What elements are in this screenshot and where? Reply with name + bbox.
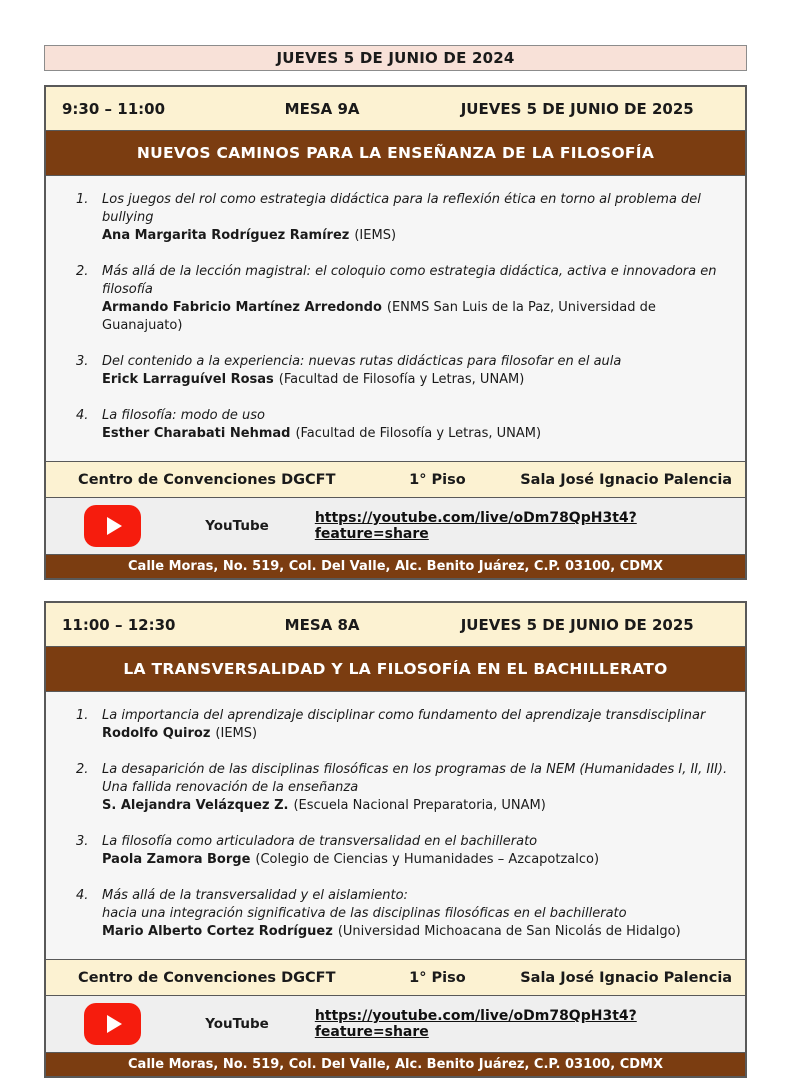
session-block-mesa-8a	[44, 601, 747, 1078]
address-text: Calle Moras, No. 519, Col. Del Valle, Alc. Benito Juárez, C.P. 03100, CDMX	[128, 1057, 663, 1072]
list-item	[76, 761, 735, 815]
session-mesa: MESA 8A	[284, 615, 360, 634]
paper-list	[46, 175, 745, 461]
paper-author-line	[102, 797, 735, 815]
author-affiliation: (IEMS)	[354, 228, 397, 243]
date-banner-text: JUEVES 5 DE JUNIO DE 2024	[276, 49, 515, 67]
youtube-icon	[84, 1003, 141, 1045]
list-item	[76, 353, 735, 389]
address-bar	[46, 554, 745, 578]
list-item	[76, 887, 735, 941]
item-number: 3.	[76, 354, 89, 369]
session-header	[46, 603, 745, 646]
session-mesa: MESA 9A	[284, 99, 360, 118]
stream-link[interactable]: https://youtube.com/live/oDm78QpH3t4?feature=share	[314, 510, 637, 542]
author-name: Armando Fabricio Martínez Arredondo	[102, 300, 382, 315]
author-affiliation: (Facultad de Filosofía y Letras, UNAM)	[278, 372, 525, 387]
venue-bar	[46, 959, 745, 995]
venue-name: Centro de Convenciones DGCFT	[78, 969, 336, 986]
author-name: Ana Margarita Rodríguez Ramírez	[102, 228, 350, 243]
paper-author-line	[102, 227, 735, 245]
stream-row	[46, 497, 745, 554]
author-name: Mario Alberto Cortez Rodríguez	[102, 924, 333, 939]
play-icon	[107, 1015, 122, 1033]
list-item	[76, 707, 735, 743]
venue-room: Sala José Ignacio Palencia	[520, 969, 733, 986]
paper-list	[46, 691, 745, 959]
item-number: 1.	[76, 192, 89, 207]
list-item	[76, 191, 735, 245]
stream-link[interactable]: https://youtube.com/live/oDm78QpH3t4?feature=share	[314, 1008, 637, 1040]
address-text: Calle Moras, No. 519, Col. Del Valle, Alc. Benito Juárez, C.P. 03100, CDMX	[128, 559, 663, 574]
venue-room: Sala José Ignacio Palencia	[520, 471, 733, 488]
paper-title-line-2: Una fallida renovación de la enseñanza	[102, 780, 359, 795]
list-item	[76, 407, 735, 443]
venue-bar	[46, 461, 745, 497]
session-time: 11:00 – 12:30	[62, 615, 176, 634]
session-block-mesa-9a	[44, 85, 747, 580]
session-header	[46, 87, 745, 130]
paper-author-line	[102, 923, 735, 941]
stream-label: YouTube	[205, 518, 269, 534]
author-name: Paola Zamora Borge	[102, 852, 251, 867]
list-item	[76, 833, 735, 869]
paper-author-line	[102, 371, 735, 389]
session-title-text: LA TRANSVERSALIDAD Y LA FILOSOFÍA EN EL BACHILLERATO	[123, 660, 668, 678]
venue-floor: 1° Piso	[409, 471, 466, 488]
paper-title: La importancia del aprendizaje disciplinar como fundamento del aprendizaje transdisciplinar	[102, 708, 706, 723]
author-name: Esther Charabati Nehmad	[102, 426, 291, 441]
address-bar	[46, 1052, 745, 1076]
item-number: 1.	[76, 708, 89, 723]
author-name: Erick Larraguível Rosas	[102, 372, 274, 387]
author-affiliation: (ENMS San Luis de la Paz, Universidad de Guanajuato)	[102, 300, 656, 333]
author-name: S. Alejandra Velázquez Z.	[102, 798, 289, 813]
paper-author-line	[102, 725, 735, 743]
session-time: 9:30 – 11:00	[62, 99, 166, 118]
author-affiliation: (IEMS)	[215, 726, 258, 741]
item-number: 2.	[76, 264, 89, 279]
author-affiliation: (Facultad de Filosofía y Letras, UNAM)	[295, 426, 542, 441]
venue-name: Centro de Convenciones DGCFT	[78, 471, 336, 488]
item-number: 2.	[76, 762, 89, 777]
stream-row	[46, 995, 745, 1052]
paper-title: La filosofía como articuladora de transversalidad en el bachillerato	[102, 834, 538, 849]
item-number: 4.	[76, 408, 89, 423]
paper-title: La desaparición de las disciplinas filosóficas en los programas de la NEM (Humanidades I, II, III).	[102, 762, 728, 777]
youtube-icon	[84, 505, 141, 547]
stream-label: YouTube	[205, 1016, 269, 1032]
author-name: Rodolfo Quiroz	[102, 726, 211, 741]
item-number: 4.	[76, 888, 89, 903]
session-title-text: NUEVOS CAMINOS PARA LA ENSEÑANZA DE LA FILOSOFÍA	[136, 144, 655, 162]
paper-title-line-2: hacia una integración significativa de las disciplinas filosóficas en el bachillerato	[102, 906, 627, 921]
paper-author-line	[102, 299, 735, 335]
item-number: 3.	[76, 834, 89, 849]
paper-title: Más allá de la transversalidad y el aislamiento:	[102, 888, 408, 903]
list-item	[76, 263, 735, 335]
paper-title: La filosofía: modo de uso	[102, 408, 266, 423]
session-title-bar	[46, 130, 745, 175]
session-date: JUEVES 5 DE JUNIO DE 2025	[460, 99, 694, 118]
venue-floor: 1° Piso	[409, 969, 466, 986]
session-date: JUEVES 5 DE JUNIO DE 2025	[460, 615, 694, 634]
session-title-bar	[46, 646, 745, 691]
paper-title: Del contenido a la experiencia: nuevas rutas didácticas para filosofar en el aula	[102, 354, 622, 369]
paper-author-line	[102, 425, 735, 443]
paper-title: Los juegos del rol como estrategia didáctica para la reflexión ética en torno al problema del bullying	[102, 192, 701, 225]
date-banner	[44, 45, 747, 71]
author-affiliation: (Universidad Michoacana de San Nicolás de Hidalgo)	[337, 924, 681, 939]
play-icon	[107, 517, 122, 535]
author-affiliation: (Escuela Nacional Preparatoria, UNAM)	[293, 798, 546, 813]
author-affiliation: (Colegio de Ciencias y Humanidades – Azcapotzalco)	[255, 852, 600, 867]
paper-author-line	[102, 851, 735, 869]
paper-title: Más allá de la lección magistral: el coloquio como estrategia didáctica, activa e innovadora en filosofía	[102, 264, 717, 297]
